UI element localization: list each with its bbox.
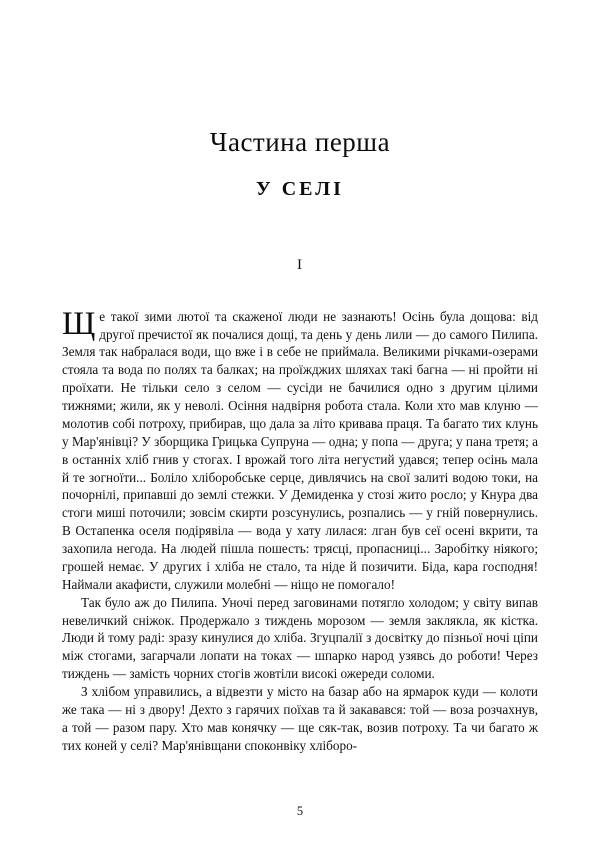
chapter-number: I xyxy=(297,256,303,273)
paragraph-text: Так було аж до Пилипа. Уночі перед заговинами потягло холодом; у світу випав невеличкий сніжок. Продержало з тиждень морозом — земля заклякла, як кістка. Люди й тому раді: зразу кинулися до хліба. Згуцпалії з досвітку до пізньої ночі ціпи між стогами, загарчали лопати на токах — шпарко народ узявсь до роботи! Через тиждень — замість чорних стогів жовтіли високі ожереди соломи. xyxy=(62,594,538,682)
paragraph-text: З хлібом управились, а відвезти у місто на базар або на ярмарок куди — колоти же така — ні з двору! Дехто з гарячих поїхав та й закавався: той — воза розчахнув, а той — разом пару. Хто мав конячку — ще сяк-так, возив потроху. Та чи багато ж тих коней у селі? Мар'янівщани споконвіку хліборо- xyxy=(62,684,538,753)
drop-cap: Щ xyxy=(62,305,96,342)
body-text xyxy=(62,274,538,755)
paragraph-text: е такої зими лютої та скаженої люди не зазнають! Осінь була дощова: від другої пречистої як почалися дощі, та день у день лили — до самого Пилипа. Земля так набралася води, що вже і в себе не приймала. Великими річками-озерами стояла та вода по полях та балках; на проїжджих шляхах такі багна — ні пройти ні проїхати. Не тільки село з селом — сусіди не бачилися одно з другим цілими тижнями; жили, як у неволі. Осіння надвірня робота стала. Коли хто мав клуню — молотив собі потроху, прибирав, що дала за літо кривава праця. Та багато тих клунь у Мар'янівці? У зборщика Грицька Супруна — одна; у попа — друга; у пана третя; а в останніх хліб гнив у стогах. І врожай того літа негустий удався; тепер осінь мала й те зогноїти... Боліло хліборобське серце, дивлячись на свої залиті водою токи, на почорнілі, припавші до землі стежки. У Демиденка у стозі жито росло; у Кнура два стоги миші поточили; зовсім скирти розсунулись, розпались — у гній повернулись. В Остапенка оселя подірявіла — вода у хату лилася: лган був сеї осені вкрити, та захопила негода. На людей пішла пошесть: трясці, пропасниці... Заробітку ніякого; грошей немає. У других і хліба не стало, та ніде й позичити. Біда, кара господня! Наймали акафисти, служили молебні — ніщо не помогало! xyxy=(62,308,538,592)
page-number: 5 xyxy=(296,804,304,818)
page-title: Частина перша xyxy=(209,127,391,157)
page-subtitle: У СЕЛІ xyxy=(256,177,344,200)
paragraph xyxy=(62,594,538,683)
paragraph xyxy=(62,683,538,755)
paragraph xyxy=(62,305,538,594)
